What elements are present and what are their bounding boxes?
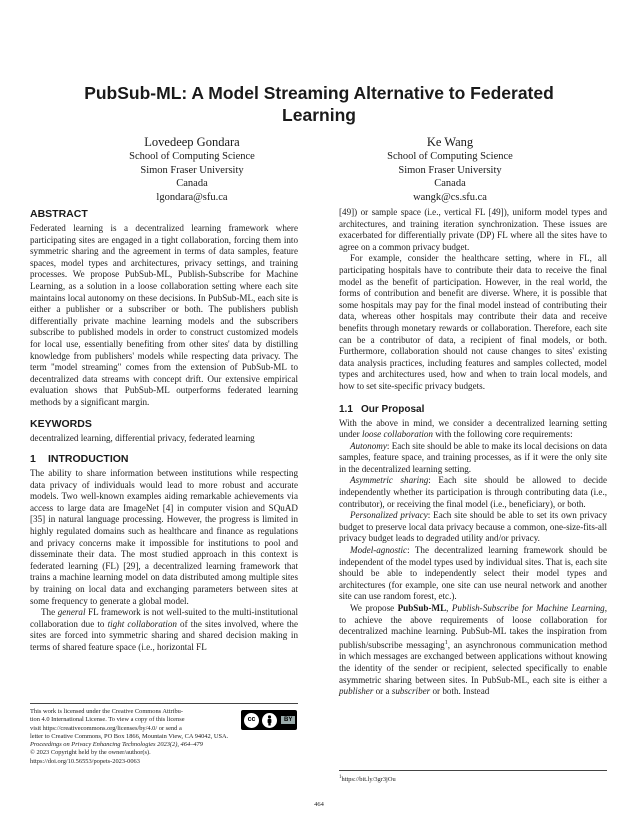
proceedings-text: Proceedings on Privacy Enhancing Technologies 2023(2), 464–479 <box>30 741 203 749</box>
text-run: , an asynchronous communication method in which messages are exchanged between applications without knowing the identity of the sender or recipient, selected specifically to enable asymmetric sharing between sites. In PubSub-ML, each site is either a <box>339 639 607 685</box>
author-university: Simon Fraser University <box>398 164 502 176</box>
emphasis-text: loose collaboration <box>361 429 433 440</box>
proposal-heading <box>339 403 607 417</box>
author-department: School of Computing Science <box>129 151 255 162</box>
keywords-text: decentralized learning, differential privacy, federated learning <box>30 432 255 443</box>
requirement-text: : Each site should be able to set its own privacy budget to preserve local data privacy because a common, one-size-fits-all privacy budget leads to degraded utility and/or privacy. <box>339 510 607 544</box>
abstract-text: Federated learning is a decentralized learning framework where participating sites are engaged in a tight collaboration, forcing them into symmetric sharing and the agreement in terms of data samples, feature spaces, model types and architectures, privacy settings, and training processes. We propose PubSub-ML, Publish-Subscribe for Machine Learning, as a solution in a loose collaboration setting where each site maintains local autonomy on these decisions. In PubSub-ML, each site is either a publisher or a subscriber or both. The publishers publish differentially private machine learning models and the subscribers subscribe to published models in order to construct customized models for local use, essentially benefiting from other sites' data by distilling knowledge from publishers' models while respecting data privacy. The term "model streaming" comes from the extension of PubSub-ML to decentralized data streams with concept drift. Our extensive empirical evaluation shows that PubSub-ML outperforms federated learning methods by a significant margin. <box>30 223 298 407</box>
author-email[interactable]: lgondara@sfu.ca <box>156 191 228 203</box>
cc-license-badge[interactable] <box>241 710 297 730</box>
text-run: FL framework is not well-suited to the multi-institutional collaboration due to <box>30 607 298 629</box>
right-column <box>339 207 607 698</box>
paper-title: PubSub-ML: A Model Streaming Alternative to Federated Learning <box>84 83 554 125</box>
intro-paragraph-1: The ability to share information between institutions while respecting data privacy of individuals would lead to more robust and accurate models. Two well-known examples aiding remarkable achievements via access to large data are ImageNet [4] in computer vision and SQuAD [35] in natural language processing. However, the progress is limited in highly regulated domains such as healthcare and finance as regulations and privacy concerns make it impossible for institutions to pool and disseminate their data. The most studied approach in this context is federated learning (FL) [29], a decentralized learning framework that trains a machine learning model on data distributed among multiple sites by training on local data and exchanging parameters between sites at some frequency to generate a global model. <box>30 468 298 606</box>
license-line: visit https://creativecommons.org/licenses/by/4.0/ or send a <box>30 724 182 732</box>
footnote <box>339 770 607 784</box>
requirement-asymmetric-sharing <box>339 475 607 510</box>
right-paragraph-1: [49]) or sample space (i.e., vertical FL [49]), uniform model types and architectures, and training iteration synchronization. These issues are exacerbated for differentially private (DP) FL where all the sites have to agree on a common privacy budget. <box>339 207 607 252</box>
emphasis-text: general <box>57 607 86 618</box>
emphasis-text: subscriber <box>391 686 431 697</box>
propose-paragraph <box>339 603 607 698</box>
page-number: 464 <box>314 801 324 808</box>
text-run: The <box>41 607 58 618</box>
requirement-autonomy <box>339 441 607 476</box>
footnote-link[interactable]: https://bit.ly/3gr3jOu <box>341 776 396 784</box>
emphasis-text: tight collaboration <box>107 618 177 629</box>
author-country: Canada <box>176 178 208 190</box>
requirement-label: Model-agnostic <box>350 545 408 556</box>
author-university: Simon Fraser University <box>140 164 244 176</box>
license-block <box>30 703 298 766</box>
keywords-heading: KEYWORDS <box>30 417 92 430</box>
cc-icon: cc <box>244 713 259 728</box>
bold-text: PubSub-ML <box>397 603 447 613</box>
attribution-person-icon <box>262 713 277 728</box>
author-department: School of Computing Science <box>387 151 513 162</box>
text-run: , to achieve the above requirements of loose collaboration for decentralized machine learning. PubSub-ML takes the inspiration from publish/subscribe messaging <box>339 603 607 650</box>
requirement-personalized-privacy <box>339 510 607 545</box>
requirement-label: Asymmetric sharing <box>350 475 429 486</box>
text-run: With the above in mind, we consider a decentralized learning setting under <box>339 417 607 440</box>
author-block-2 <box>320 134 580 204</box>
text-run: We propose <box>350 603 398 613</box>
section-title: INTRODUCTION <box>48 453 129 466</box>
copyright-text: © 2023 Copyright held by the owner/author(s). <box>30 749 151 757</box>
cc-by-label: BY <box>281 716 295 724</box>
introduction-heading <box>30 452 298 466</box>
requirement-text: : The decentralized learning framework should be independent of the model types used by individual sites. That is, each site should be able to independently select their model types and architectures (for example, one site can use neural network and another site can use random forest, etc.). <box>339 545 607 602</box>
requirement-model-agnostic <box>339 545 607 603</box>
license-line: This work is licensed under the Creative Commons Attribu- <box>30 708 183 715</box>
emphasis-text: publisher <box>339 686 374 697</box>
text-run: , <box>446 603 452 613</box>
author-name: Lovedeep Gondara <box>144 135 240 149</box>
footnote-marker[interactable]: 1 <box>444 639 448 646</box>
license-line: tion 4.0 International License. To view a copy of this license <box>30 716 185 724</box>
text-run: or both. Instead <box>430 686 490 697</box>
section-number: 1.1 <box>339 403 353 415</box>
proposal-paragraph <box>339 418 607 441</box>
requirement-text: : Each site should be able to make its local decisions on data samples, feature space, and training processes, as if it were the only site in the decentralized learning setting. <box>339 440 607 474</box>
author-country: Canada <box>434 178 466 190</box>
section-title: Our Proposal <box>361 403 425 415</box>
license-line: letter to Creative Commons, PO Box 1866, Mountain View, CA 94042, USA. <box>30 732 229 740</box>
person-icon <box>265 715 274 726</box>
requirement-label: Personalized privacy <box>350 510 428 521</box>
footnote-number: 1 <box>339 775 342 780</box>
right-paragraph-2: For example, consider the healthcare setting, where in FL, all participating hospitals have to contribute their data to receive the final model as the benefit of participation. However, in the real world, the forms of contribution and benefit are diverse. Where, it is possible that some hospitals may pay for the final model instead of contributing their data, whereas other hospitals may contribute their data and receive benefits through monetary rewards or collaboration. Therefore, each site can be a contributor of data, a recipient of final models, or both. Furthermore, collaboration should not cause changes to sites' existing data analysis practices, including features and samples collected, model types and architectures used, how and when to train local models, and how to set site-specific privacy budgets. <box>339 253 607 391</box>
author-email[interactable]: wangk@cs.sfu.ca <box>413 191 487 203</box>
author-block-1 <box>62 134 322 204</box>
section-number: 1 <box>30 453 36 466</box>
text-run: or a <box>373 686 392 697</box>
requirement-label: Autonomy <box>350 440 387 451</box>
intro-paragraph-2 <box>30 607 298 653</box>
left-column <box>30 207 298 654</box>
doi-link[interactable]: https://doi.org/10.56553/popets-2023-0063 <box>30 757 140 765</box>
text-run: with the following core requirements: <box>432 429 573 440</box>
requirement-text: : Each site should be allowed to decide independently whether its participation is through contributing data (i.e., contributor), or receiving the final model (i.e., beneficiary), or both. <box>339 475 608 509</box>
abstract-heading: ABSTRACT <box>30 208 88 220</box>
emphasis-text: Publish-Subscribe for Machine Learning <box>451 603 605 613</box>
license-text <box>30 708 236 741</box>
text-run: of the sites involved, where the sites are forced into symmetric sharing and shared decision making in terms of shared feature space (i.e., horizontal FL <box>30 618 298 652</box>
author-name: Ke Wang <box>426 135 474 149</box>
